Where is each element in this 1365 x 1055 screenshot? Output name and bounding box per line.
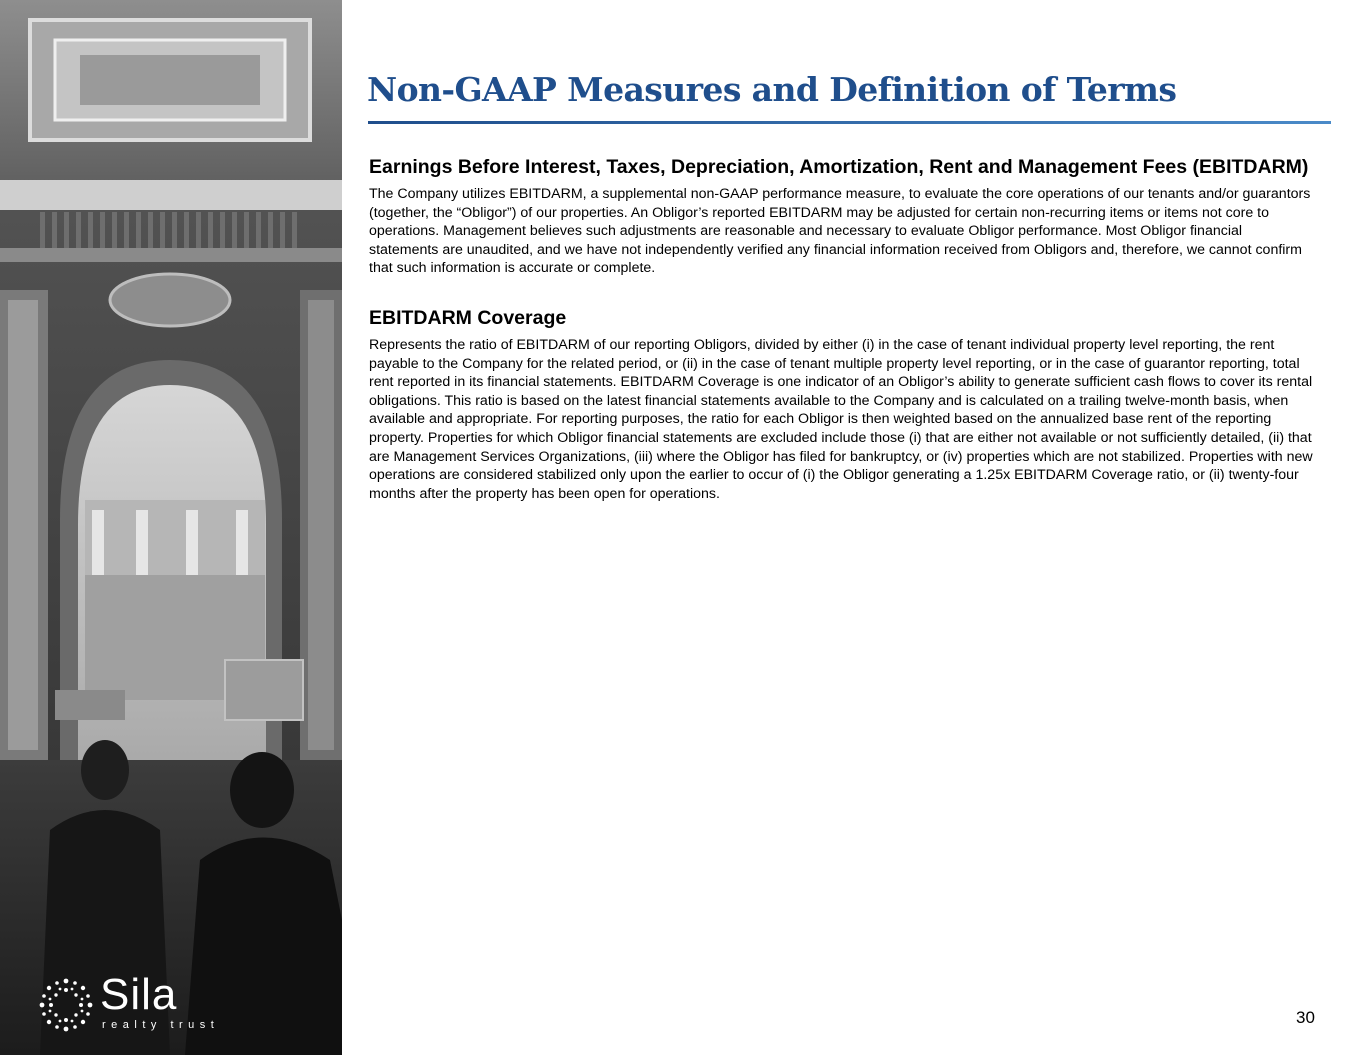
section-ebitdarm bbox=[369, 154, 1313, 278]
section-body: The Company utilizes EBITDARM, a supplemental non-GAAP performance measure, to evaluate the core operations of our tenants and/or guarantors (together, the “Obligor”) of our properties. An Obligor’s reported EBITDARM may be adjusted for certain non-recurring items or items not core to operations. Management believes such adjustments are reasonable and necessary to evaluate Obligor performance. Most Obligor financial statements are unaudited, and we have not independently verified any financial information received from Obligors and, therefore, we cannot confirm that such information is accurate or complete. bbox=[369, 186, 1311, 277]
title-divider bbox=[368, 121, 1331, 124]
main-content bbox=[369, 154, 1313, 503]
section-body: Represents the ratio of EBITDARM of our reporting Obligors, divided by either (i) in the case of tenant individual property level reporting, the rent payable to the Company for the related period, or (ii) in the case of tenant multiple property level reporting, or in the case of guarantor reporting, total rent reported in its financial statements. EBITDARM Coverage is one indicator of an Obligor’s ability to generate sufficient cash flows to cover its rental obligations. This ratio is based on the latest financial statements available to the Company and is calculated on a trailing twelve-month basis, when available and appropriate. For reporting purposes, the ratio for each Obligor is then weighted based on the annualized base rent of the reporting property. Properties for which Obligor financial statements are excluded include those (i) that are either not available or not sufficiently detailed, (ii) that are Management Services Organizations, (iii) where the Obligor has filed for bankruptcy, or (iv) properties which are not stabilized. Properties with new operations are considered stabilized only upon the earlier to occur of (i) the Obligor generating a 1.25x EBITDARM Coverage ratio, or (ii) twenty-four months after the property has been open for operations. bbox=[369, 336, 1313, 502]
logo-name: Sila bbox=[100, 970, 178, 1019]
section-ebitdarm-coverage bbox=[369, 305, 1313, 503]
page-number: 30 bbox=[1296, 1008, 1315, 1027]
section-heading: Earnings Before Interest, Taxes, Depreciation, Amortization, Rent and Management Fees (EBITDARM) bbox=[369, 156, 1309, 178]
sidebar-photo-panel bbox=[0, 0, 342, 1055]
logo-tagline: realty trust bbox=[102, 1019, 220, 1031]
sila-logo bbox=[36, 970, 220, 1035]
page-title: Non-GAAP Measures and Definition of Terms bbox=[367, 70, 1177, 109]
building-interior-photo bbox=[0, 0, 342, 1055]
section-heading: EBITDARM Coverage bbox=[369, 306, 567, 329]
starburst-logo-icon bbox=[36, 975, 96, 1035]
